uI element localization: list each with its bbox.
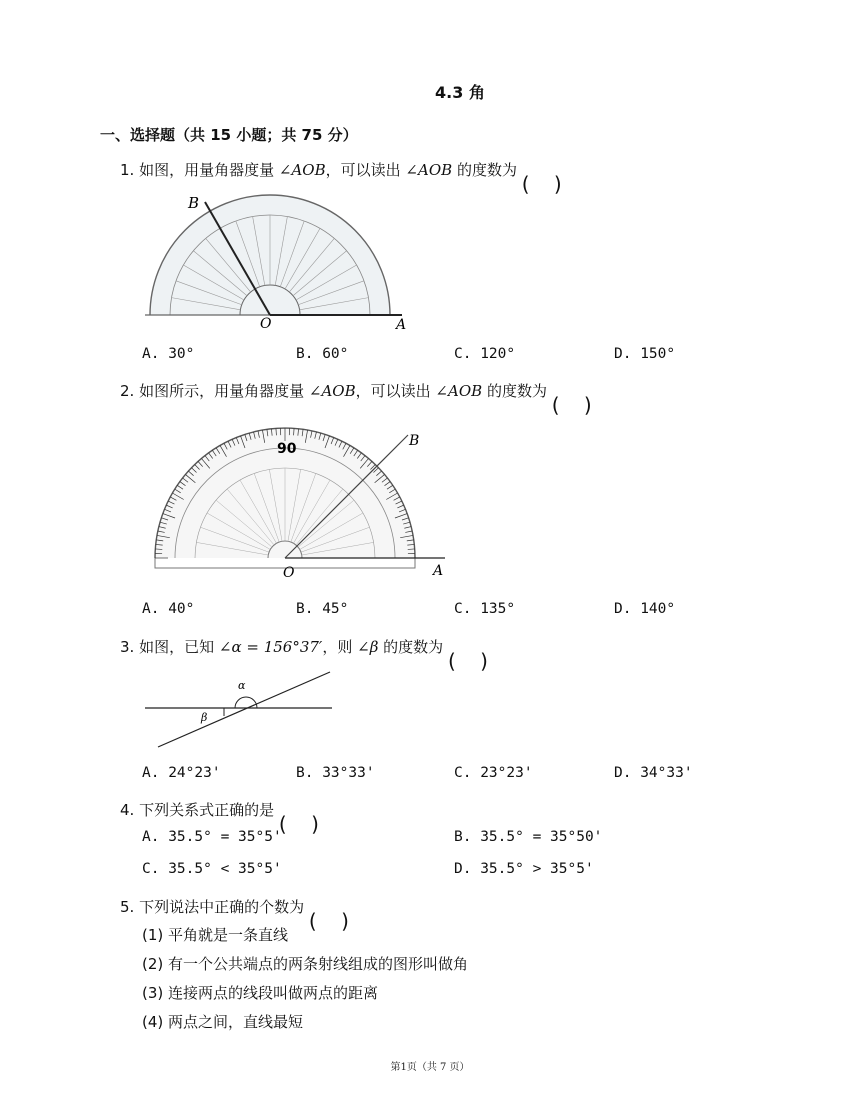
option-d[interactable]: D. 35.5° > 35°5' — [454, 861, 594, 877]
page-footer: 第1页（共 7 页） — [390, 1062, 470, 1073]
option-a[interactable]: A. 35.5° = 35°5' — [142, 829, 282, 845]
angle-label: ∠AOB — [308, 382, 356, 400]
question-4 — [120, 799, 319, 820]
option-d[interactable]: D. 34°33' — [614, 765, 693, 781]
question-1 — [120, 159, 562, 180]
option-b[interactable]: B. 33°33' — [296, 765, 375, 781]
question-3 — [120, 636, 488, 657]
question-text: 的度数为 — [486, 382, 547, 400]
section-heading: 一、选择题（共 15 小题；共 75 分） — [100, 126, 358, 144]
option-c[interactable]: C. 35.5° < 35°5' — [142, 861, 282, 877]
question-2 — [120, 380, 592, 401]
question-5 — [120, 896, 349, 917]
question-text: 如图，已知 — [139, 638, 215, 656]
point-a-label: A — [433, 563, 444, 579]
option-b[interactable]: B. 45° — [296, 601, 349, 617]
option-a[interactable]: A. 30° — [142, 346, 195, 362]
question-number: 4. — [120, 801, 135, 819]
point-b-label: B — [188, 194, 200, 212]
question-text: ，可以读出 — [325, 161, 401, 179]
question-text: 下列说法中正确的个数为 — [139, 898, 305, 916]
question-text: 的度数为 — [383, 638, 444, 656]
question-number: 5. — [120, 898, 135, 916]
point-b-label: B — [409, 433, 420, 449]
option-c[interactable]: C. 120° — [454, 346, 516, 362]
beta-label: β — [201, 711, 208, 724]
option-d[interactable]: D. 150° — [614, 346, 676, 362]
statement-2: (2) 有一个公共端点的两条射线组成的图形叫做角 — [142, 955, 469, 973]
statement-1: (1) 平角就是一条直线 — [142, 926, 289, 944]
angle-beta-label: ∠β — [357, 638, 379, 656]
point-a-label: A — [396, 317, 407, 333]
option-b[interactable]: B. 60° — [296, 346, 349, 362]
option-a[interactable]: A. 40° — [142, 601, 195, 617]
option-b[interactable]: B. 35.5° = 35°50' — [454, 829, 603, 845]
option-c[interactable]: C. 135° — [454, 601, 516, 617]
question-number: 1. — [120, 161, 135, 179]
statement-4: (4) 两点之间，直线最短 — [142, 1013, 304, 1031]
angle-label: ∠AOB — [278, 161, 326, 179]
protractor-figure-2 — [150, 425, 450, 580]
statement-3: (3) 连接两点的线段叫做两点的距离 — [142, 984, 379, 1002]
protractor-90-label: 90 — [277, 441, 297, 457]
question-text: 如图所示，用量角器度量 — [139, 382, 305, 400]
question-text: 下列关系式正确的是 — [139, 801, 275, 819]
option-a[interactable]: A. 24°23' — [142, 765, 221, 781]
question-number: 2. — [120, 382, 135, 400]
question-text: ，可以读出 — [355, 382, 431, 400]
protractor-figure-1 — [140, 190, 420, 335]
question-text: ，则 — [322, 638, 353, 656]
angle-label: ∠AOB — [405, 161, 453, 179]
option-c[interactable]: C. 23°23' — [454, 765, 533, 781]
angle-alpha-value: ∠α = 156°37′ — [218, 638, 323, 656]
option-d[interactable]: D. 140° — [614, 601, 676, 617]
page-title: 4.3 角 — [435, 83, 485, 102]
alpha-label: α — [238, 679, 246, 692]
question-number: 3. — [120, 638, 135, 656]
point-o-label: O — [260, 316, 272, 332]
intersecting-lines-figure — [140, 665, 340, 755]
angle-label: ∠AOB — [435, 382, 483, 400]
question-text: 的度数为 — [456, 161, 517, 179]
point-o-label: O — [283, 565, 295, 581]
question-text: 如图，用量角器度量 — [139, 161, 275, 179]
